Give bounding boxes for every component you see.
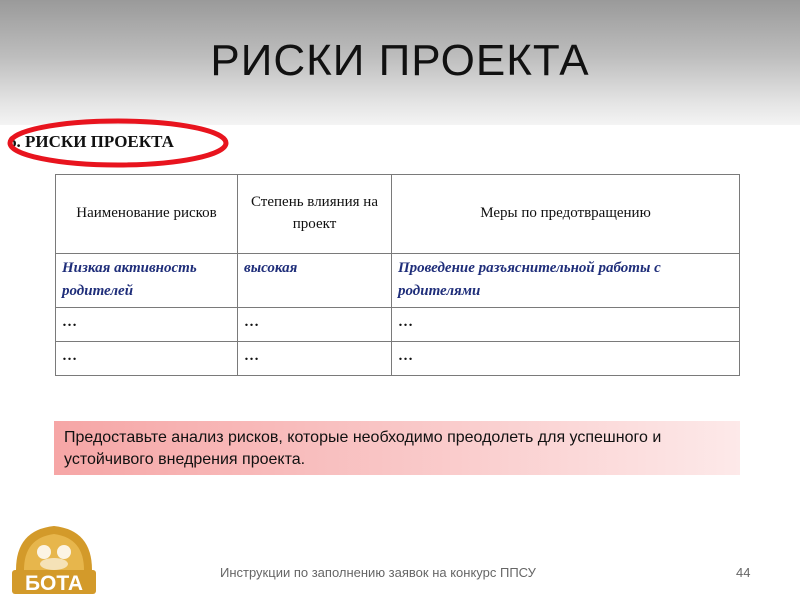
header-prevention-measures: Меры по предотвращению <box>392 175 740 254</box>
table-cell: Низкая активность родителей <box>56 254 238 308</box>
page-number: 44 <box>736 565 751 580</box>
highlight-ellipse <box>0 112 245 174</box>
table-cell: … <box>392 341 740 375</box>
instruction-callout <box>54 421 740 475</box>
table-cell: … <box>392 307 740 341</box>
table-cell: … <box>56 341 238 375</box>
table-header-row <box>56 175 740 254</box>
table-cell: … <box>56 307 238 341</box>
risk-table <box>55 174 740 376</box>
header-risk-name: Наименование рисков <box>56 175 238 254</box>
table-cell: высокая <box>238 254 392 308</box>
table-row <box>56 341 740 375</box>
table-cell: Проведение разъяснительной работы с родителями <box>392 254 740 308</box>
header-impact-level: Степень влияния на проект <box>238 175 392 254</box>
table-row <box>56 254 740 308</box>
footer-text: Инструкции по заполнению заявок на конкурс ППСУ <box>220 565 536 580</box>
table-row <box>56 307 740 341</box>
section-heading: 6. РИСКИ ПРОЕКТА <box>8 132 174 151</box>
bota-logo <box>10 520 98 598</box>
slide-title: РИСКИ ПРОЕКТА <box>210 36 590 85</box>
table-cell: … <box>238 307 392 341</box>
callout-text: Предоставьте анализ рисков, которые необходимо преодолеть для успешного и устойчивого внедрения проекта. <box>64 429 662 468</box>
logo-text: БОТА <box>24 572 84 595</box>
table-cell: … <box>238 341 392 375</box>
